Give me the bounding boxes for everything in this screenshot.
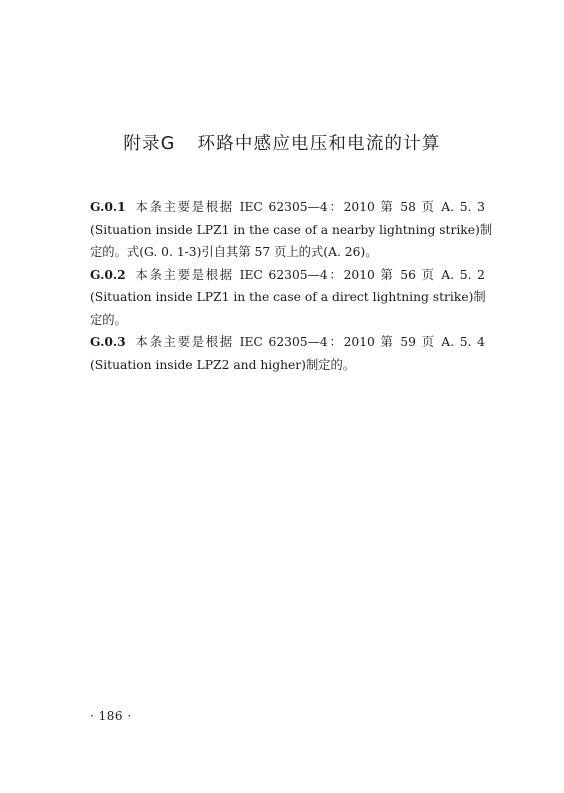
clause-line — [90, 196, 485, 219]
clause-text: 本条主要是根据 IEC 62305—4：2010 第 56 页 A. 5. 2 — [133, 267, 485, 282]
clause-text: 本条主要是根据 IEC 62305—4：2010 第 58 页 A. 5. 3 — [133, 200, 485, 214]
clause-line: 定的。 — [90, 312, 127, 327]
clause-line: (Situation inside LPZ2 and higher)制定的。 — [90, 357, 356, 372]
clause-line: (Situation inside LPZ1 in the case of a direct lightning strike)制 — [90, 290, 486, 304]
appendix-label: 附录G — [123, 134, 176, 154]
clause-number: G.0.3 — [90, 334, 126, 349]
appendix-title — [0, 130, 564, 155]
clause-g-0-1 — [90, 196, 493, 264]
clause-line — [90, 264, 485, 287]
appendix-heading: 环路中感应电压和电流的计算 — [197, 134, 441, 154]
clause-list — [90, 196, 493, 376]
clause-g-0-3 — [90, 331, 485, 376]
clause-line: 定的。式(G. 0. 1-3)引自其第 57 页上的式(A. 26)。 — [90, 245, 378, 259]
clause-text: 本条主要是根据 IEC 62305—4：2010 第 59 页 A. 5. 4 — [133, 335, 485, 349]
clause-number: G.0.2 — [90, 266, 126, 282]
page-number: · 186 · — [90, 709, 132, 723]
clause-g-0-2 — [90, 264, 485, 332]
clause-line — [90, 331, 485, 354]
clause-line: (Situation inside LPZ1 in the case of a nearby lightning strike)制 — [90, 222, 493, 237]
clause-number: G.0.1 — [90, 199, 126, 214]
